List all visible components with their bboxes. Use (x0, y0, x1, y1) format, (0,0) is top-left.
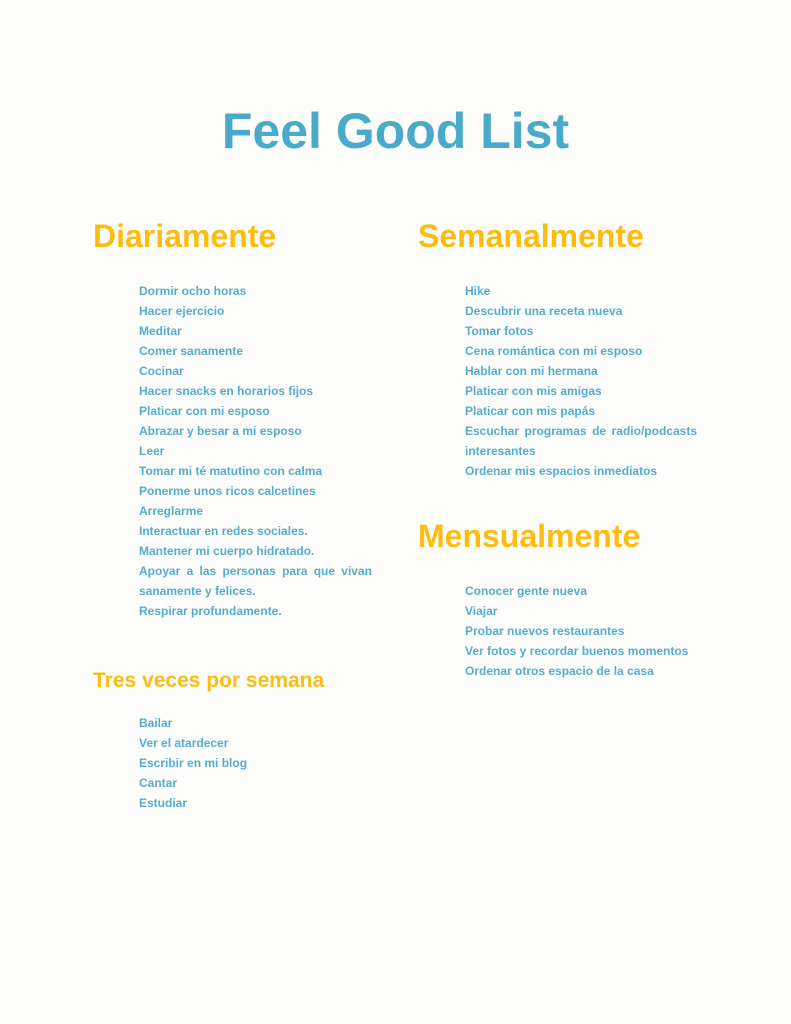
page-title: Feel Good List (221, 103, 570, 159)
heading-mensualmente: Mensualmente (418, 518, 641, 554)
list-item: Respirar profundamente. (139, 604, 282, 618)
list-item: Estudiar (139, 796, 188, 810)
list-item: Mantener mi cuerpo hidratado. (139, 544, 315, 558)
list-item: Ver el atardecer (139, 736, 229, 750)
list-item: Ponerme unos ricos calcetines (139, 484, 316, 498)
list-item: Viajar (465, 604, 498, 618)
list-item: Comer sanamente (139, 344, 244, 358)
list-diariamente (139, 281, 372, 621)
list-item: Apoyar a las personas para que vivan sanamente y felices. (139, 564, 372, 598)
list-item: Platicar con mi esposo (139, 404, 270, 418)
list-item: Hacer snacks en horarios fijos (139, 384, 314, 398)
list-item: Cocinar (139, 364, 184, 378)
list-item: Tomar fotos (465, 324, 534, 338)
list-item: Hablar con mi hermana (465, 364, 598, 378)
heading-semanalmente: Semanalmente (418, 218, 644, 254)
list-item: Hacer ejercicio (139, 304, 225, 318)
list-item: Escuchar programas de radio/podcasts interesantes (465, 424, 697, 458)
list-item: Probar nuevos restaurantes (465, 624, 625, 638)
list-item: Descubrir una receta nueva (465, 304, 623, 318)
heading-tres-veces: Tres veces por semana (93, 669, 325, 692)
list-item: Escribir en mi blog (139, 756, 248, 770)
list-semanalmente (465, 281, 697, 481)
list-item: Hike (465, 284, 491, 298)
list-item: Platicar con mis papás (465, 404, 596, 418)
list-item: Leer (139, 444, 165, 458)
list-item: Ver fotos y recordar buenos momentos (465, 644, 689, 658)
heading-diariamente: Diariamente (93, 218, 277, 254)
list-item: Ordenar otros espacio de la casa (465, 664, 654, 678)
list-mensualmente (465, 581, 705, 681)
list-item: Abrazar y besar a mi esposo (139, 424, 302, 438)
list-item: Ordenar mis espacios inmediatos (465, 464, 658, 478)
list-item: Interactuar en redes sociales. (139, 524, 308, 538)
list-item: Dormir ocho horas (139, 284, 247, 298)
list-item: Cantar (139, 776, 178, 790)
list-item: Arreglarme (139, 504, 204, 518)
list-tres-veces (139, 713, 372, 813)
list-item: Bailar (139, 716, 173, 730)
list-item: Platicar con mis amigas (465, 384, 602, 398)
list-item: Conocer gente nueva (465, 584, 588, 598)
list-item: Tomar mi té matutino con calma (139, 464, 323, 478)
list-item: Cena romántica con mi esposo (465, 344, 643, 358)
list-item: Meditar (139, 324, 182, 338)
